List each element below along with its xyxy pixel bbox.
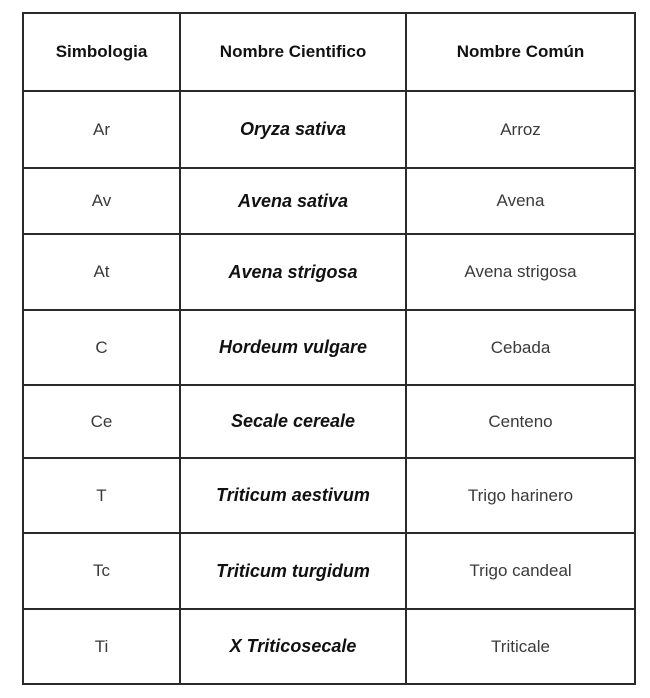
common-name-cell: Arroz [406,91,635,168]
header-scientific-name: Nombre Cientifico [180,13,406,91]
header-common-name: Nombre Común [406,13,635,91]
common-name-cell: Trigo harinero [406,458,635,533]
table-row [23,609,635,684]
scientific-name-cell: Avena sativa [180,168,406,234]
table-row [23,385,635,458]
table-row [23,310,635,385]
common-name-cell: Trigo candeal [406,533,635,609]
table-row [23,533,635,609]
document-page [22,12,634,682]
common-name-cell: Triticale [406,609,635,684]
table-row [23,234,635,310]
scientific-name-cell: Hordeum vulgare [180,310,406,385]
header-symbol: Simbologia [23,13,180,91]
symbol-cell: C [23,310,180,385]
table-row [23,168,635,234]
scientific-name-cell: Triticum aestivum [180,458,406,533]
scientific-name-cell: Triticum turgidum [180,533,406,609]
scientific-name-cell: Avena strigosa [180,234,406,310]
table-row [23,91,635,168]
symbol-cell: Tc [23,533,180,609]
common-name-cell: Avena strigosa [406,234,635,310]
common-name-cell: Cebada [406,310,635,385]
symbol-cell: Ti [23,609,180,684]
table-header [23,13,635,91]
common-name-cell: Avena [406,168,635,234]
scientific-name-cell: Oryza sativa [180,91,406,168]
common-name-cell: Centeno [406,385,635,458]
symbol-cell: Av [23,168,180,234]
symbol-cell: Ce [23,385,180,458]
species-table [22,12,636,685]
table-row [23,458,635,533]
table-body [23,91,635,684]
symbol-cell: Ar [23,91,180,168]
header-row [23,13,635,91]
scientific-name-cell: X Triticosecale [180,609,406,684]
symbol-cell: At [23,234,180,310]
scientific-name-cell: Secale cereale [180,385,406,458]
symbol-cell: T [23,458,180,533]
